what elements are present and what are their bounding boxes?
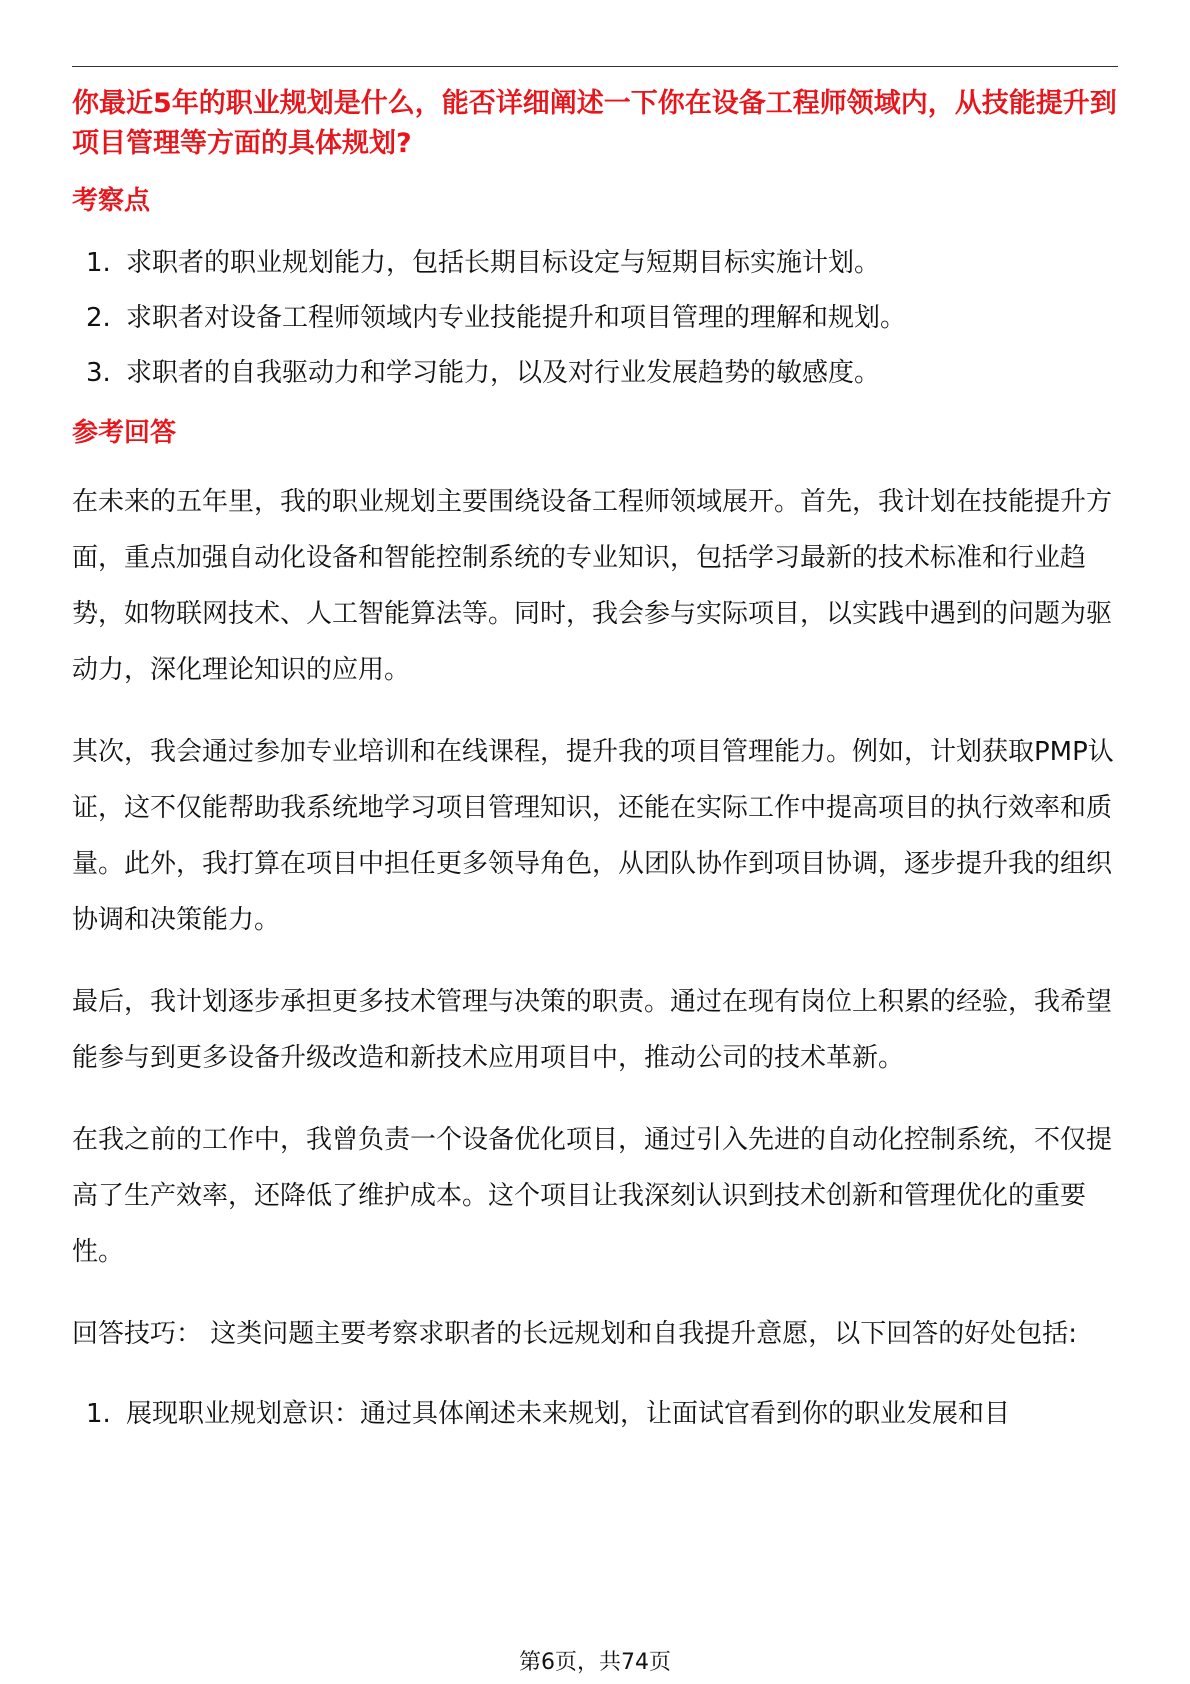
list-item-number: 2. <box>86 303 111 333</box>
list-item-number: 1. <box>86 248 111 278</box>
list-item <box>72 356 1118 390</box>
answer-title: 参考回答 <box>72 418 177 448</box>
list-item-number: 1. <box>86 1399 111 1429</box>
question-heading: 你最近5年的职业规划是什么，能否详细阐述一下你在设备工程师领域内，从技能提升到项目管理等方面的具体规划? <box>72 88 1117 159</box>
answer-paragraph: 其次，我会通过参加专业培训和在线课程，提升我的项目管理能力。例如，计划获取PMP认证，这不仅能帮助我系统地学习项目管理知识，还能在实际工作中提高项目的执行效率和质量。此外，我打算在项目中担任更多领导角色，从团队协作到项目协调，逐步提升我的组织协调和决策能力。 <box>72 737 1114 935</box>
tips-list <box>72 1394 1118 1434</box>
list-item-text: 求职者的自我驱动力和学习能力，以及对行业发展趋势的敏感度。 <box>126 358 881 388</box>
list-item <box>72 301 1118 335</box>
list-item-text: 求职者的职业规划能力，包括长期目标设定与短期目标实施计划。 <box>126 248 881 278</box>
answer-tips-intro: 回答技巧： 这类问题主要考察求职者的长远规划和自我提升意愿，以下回答的好处包括: <box>72 1319 1078 1349</box>
list-item <box>72 1394 1118 1434</box>
page-footer: 第6页，共74页 <box>519 1650 671 1675</box>
list-item-number: 3. <box>86 358 111 388</box>
key-points-title: 考察点 <box>72 186 151 216</box>
top-divider <box>72 66 1118 67</box>
answer-paragraph: 在我之前的工作中，我曾负责一个设备优化项目，通过引入先进的自动化控制系统，不仅提高了生产效率，还降低了维护成本。这个项目让我深刻认识到技术创新和管理优化的重要性。 <box>72 1125 1113 1267</box>
list-item-text: 展现职业规划意识：通过具体阐述未来规划，让面试官看到你的职业发展和目 <box>126 1399 1011 1429</box>
answer-paragraph: 在未来的五年里，我的职业规划主要围绕设备工程师领域展开。首先，我计划在技能提升方面，重点加强自动化设备和智能控制系统的专业知识，包括学习最新的技术标准和行业趋势，如物联网技术、人工智能算法等。同时，我会参与实际项目，以实践中遇到的问题为驱动力，深化理论知识的应用。 <box>72 487 1113 685</box>
page-content <box>72 84 1118 1434</box>
answer-paragraph: 最后，我计划逐步承担更多技术管理与决策的职责。通过在现有岗位上积累的经验，我希望能参与到更多设备升级改造和新技术应用项目中，推动公司的技术革新。 <box>72 987 1113 1073</box>
list-item-text: 求职者对设备工程师领域内专业技能提升和项目管理的理解和规划。 <box>126 303 907 333</box>
key-points-list <box>72 246 1118 390</box>
list-item <box>72 246 1118 280</box>
